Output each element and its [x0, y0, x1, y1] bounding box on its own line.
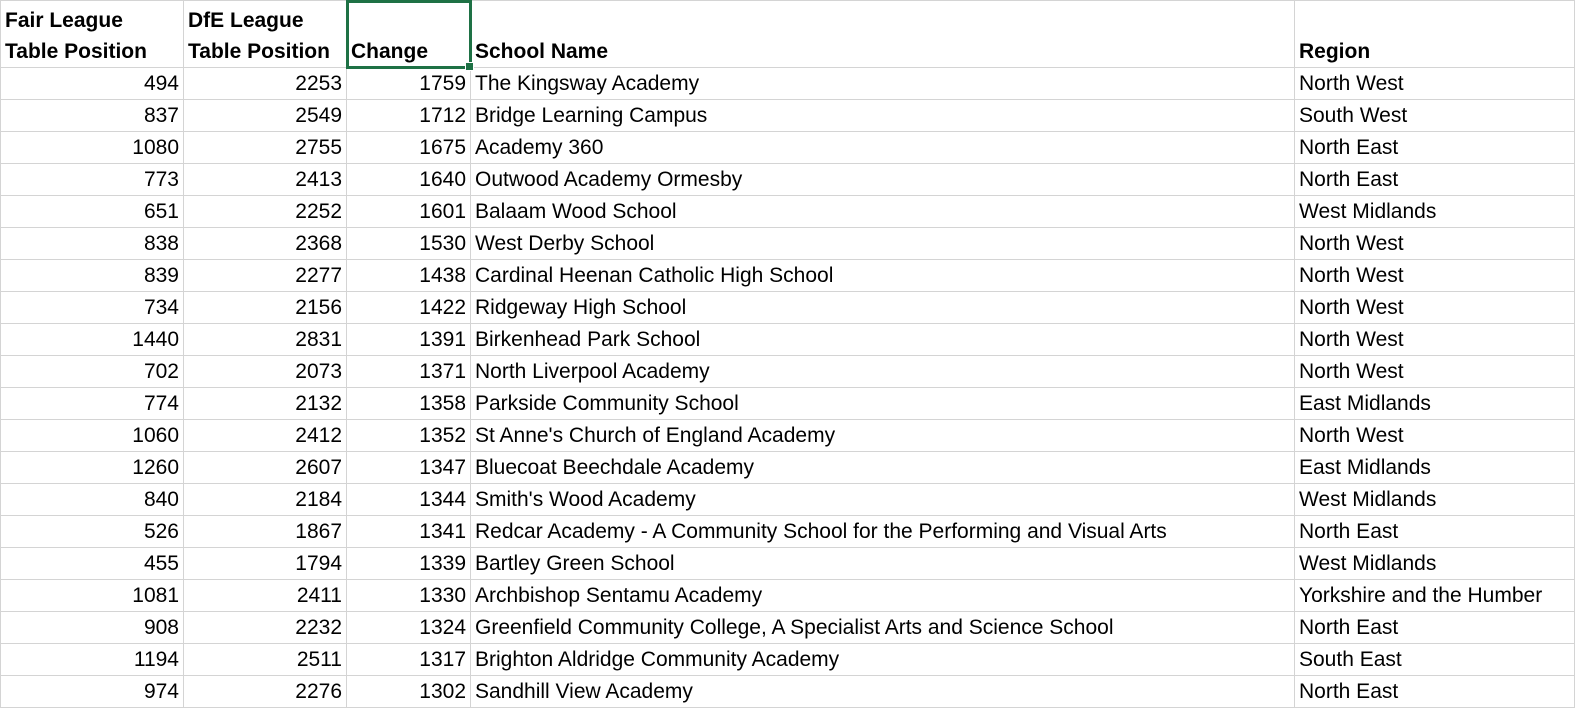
region-cell[interactable]: West Midlands: [1295, 484, 1575, 516]
school-name-cell[interactable]: Bridge Learning Campus: [471, 100, 1295, 132]
change-cell[interactable]: 1324: [347, 612, 471, 644]
region-cell[interactable]: North West: [1295, 68, 1575, 100]
school-name-cell[interactable]: Bluecoat Beechdale Academy: [471, 452, 1295, 484]
school-name-cell[interactable]: Redcar Academy - A Community School for the Performing and Visual Arts: [471, 516, 1295, 548]
fair-position-cell[interactable]: 1194: [1, 644, 184, 676]
school-name-cell[interactable]: Academy 360: [471, 132, 1295, 164]
table-row: [1, 100, 1575, 132]
fair-position-cell[interactable]: 774: [1, 388, 184, 420]
dfe-position-cell[interactable]: 2368: [184, 228, 347, 260]
region-cell[interactable]: Yorkshire and the Humber: [1295, 580, 1575, 612]
fair-position-cell[interactable]: 974: [1, 676, 184, 708]
school-name-cell[interactable]: St Anne's Church of England Academy: [471, 420, 1295, 452]
table-row: [1, 196, 1575, 228]
table-row: [1, 132, 1575, 164]
table-row: [1, 484, 1575, 516]
region-cell[interactable]: South West: [1295, 100, 1575, 132]
dfe-position-cell[interactable]: 2511: [184, 644, 347, 676]
table-row: [1, 292, 1575, 324]
fill-handle[interactable]: [465, 62, 474, 71]
table-row: [1, 452, 1575, 484]
fair-position-cell[interactable]: 1080: [1, 132, 184, 164]
region-cell[interactable]: East Midlands: [1295, 452, 1575, 484]
fair-position-cell[interactable]: 526: [1, 516, 184, 548]
table-row: [1, 548, 1575, 580]
school-name-cell[interactable]: West Derby School: [471, 228, 1295, 260]
dfe-position-cell[interactable]: 2156: [184, 292, 347, 324]
header-region[interactable]: Region: [1295, 1, 1575, 68]
dfe-position-cell[interactable]: 2232: [184, 612, 347, 644]
table-row: [1, 676, 1575, 708]
fair-position-cell[interactable]: 840: [1, 484, 184, 516]
dfe-position-cell[interactable]: 2184: [184, 484, 347, 516]
change-cell[interactable]: 1422: [347, 292, 471, 324]
table-row: [1, 356, 1575, 388]
dfe-position-cell[interactable]: 1867: [184, 516, 347, 548]
region-cell[interactable]: South East: [1295, 644, 1575, 676]
header-dfe-position[interactable]: DfE League Table Position: [184, 1, 347, 68]
table-row: [1, 164, 1575, 196]
region-cell[interactable]: North West: [1295, 324, 1575, 356]
fair-position-cell[interactable]: 1060: [1, 420, 184, 452]
fair-position-cell[interactable]: 773: [1, 164, 184, 196]
school-name-cell[interactable]: Archbishop Sentamu Academy: [471, 580, 1295, 612]
fair-position-cell[interactable]: 494: [1, 68, 184, 100]
region-cell[interactable]: North East: [1295, 612, 1575, 644]
dfe-position-cell[interactable]: 2831: [184, 324, 347, 356]
fair-position-cell[interactable]: 734: [1, 292, 184, 324]
change-cell[interactable]: 1352: [347, 420, 471, 452]
region-cell[interactable]: North West: [1295, 356, 1575, 388]
change-cell[interactable]: 1391: [347, 324, 471, 356]
dfe-position-cell[interactable]: 1794: [184, 548, 347, 580]
change-cell[interactable]: 1347: [347, 452, 471, 484]
school-name-cell[interactable]: Birkenhead Park School: [471, 324, 1295, 356]
dfe-position-cell[interactable]: 2132: [184, 388, 347, 420]
fair-position-cell[interactable]: 908: [1, 612, 184, 644]
school-name-cell[interactable]: North Liverpool Academy: [471, 356, 1295, 388]
dfe-position-cell[interactable]: 2253: [184, 68, 347, 100]
change-cell[interactable]: 1344: [347, 484, 471, 516]
change-cell[interactable]: 1371: [347, 356, 471, 388]
dfe-position-cell[interactable]: 2411: [184, 580, 347, 612]
table-row: [1, 516, 1575, 548]
dfe-position-cell[interactable]: 2073: [184, 356, 347, 388]
dfe-position-cell[interactable]: 2252: [184, 196, 347, 228]
change-cell[interactable]: 1601: [347, 196, 471, 228]
region-cell[interactable]: North East: [1295, 164, 1575, 196]
table-row: [1, 260, 1575, 292]
fair-position-cell[interactable]: 838: [1, 228, 184, 260]
school-name-cell[interactable]: Outwood Academy Ormesby: [471, 164, 1295, 196]
region-cell[interactable]: North West: [1295, 292, 1575, 324]
table-row: [1, 644, 1575, 676]
school-name-cell[interactable]: Ridgeway High School: [471, 292, 1295, 324]
region-cell[interactable]: North West: [1295, 260, 1575, 292]
fair-position-cell[interactable]: 1081: [1, 580, 184, 612]
table-row: [1, 68, 1575, 100]
fair-position-cell[interactable]: 837: [1, 100, 184, 132]
spreadsheet-body: [1, 1, 1575, 708]
region-cell[interactable]: West Midlands: [1295, 196, 1575, 228]
change-cell[interactable]: 1438: [347, 260, 471, 292]
region-cell[interactable]: North West: [1295, 420, 1575, 452]
header-school-name[interactable]: School Name: [471, 1, 1295, 68]
dfe-position-cell[interactable]: 2276: [184, 676, 347, 708]
school-name-cell[interactable]: Parkside Community School: [471, 388, 1295, 420]
region-cell[interactable]: North East: [1295, 516, 1575, 548]
dfe-position-cell[interactable]: 2412: [184, 420, 347, 452]
region-cell[interactable]: North East: [1295, 132, 1575, 164]
region-cell[interactable]: North West: [1295, 228, 1575, 260]
table-row: [1, 612, 1575, 644]
change-cell[interactable]: 1317: [347, 644, 471, 676]
table-row: [1, 580, 1575, 612]
table-row: [1, 324, 1575, 356]
school-name-cell[interactable]: Cardinal Heenan Catholic High School: [471, 260, 1295, 292]
change-cell[interactable]: 1759: [347, 68, 471, 100]
header-row: [1, 1, 1575, 68]
change-cell[interactable]: 1358: [347, 388, 471, 420]
change-cell[interactable]: 1712: [347, 100, 471, 132]
change-cell[interactable]: 1302: [347, 676, 471, 708]
school-name-cell[interactable]: Brighton Aldridge Community Academy: [471, 644, 1295, 676]
header-change-selected-cell[interactable]: Change: [347, 1, 471, 68]
fair-position-cell[interactable]: 1440: [1, 324, 184, 356]
fair-position-cell[interactable]: 455: [1, 548, 184, 580]
region-cell[interactable]: North East: [1295, 676, 1575, 708]
fair-position-cell[interactable]: 839: [1, 260, 184, 292]
school-name-cell[interactable]: Balaam Wood School: [471, 196, 1295, 228]
table-row: [1, 420, 1575, 452]
school-name-cell[interactable]: Sandhill View Academy: [471, 676, 1295, 708]
school-name-cell[interactable]: Smith's Wood Academy: [471, 484, 1295, 516]
region-cell[interactable]: East Midlands: [1295, 388, 1575, 420]
school-name-cell[interactable]: Bartley Green School: [471, 548, 1295, 580]
dfe-position-cell[interactable]: 2607: [184, 452, 347, 484]
dfe-position-cell[interactable]: 2755: [184, 132, 347, 164]
change-cell[interactable]: 1640: [347, 164, 471, 196]
dfe-position-cell[interactable]: 2549: [184, 100, 347, 132]
region-cell[interactable]: West Midlands: [1295, 548, 1575, 580]
table-row: [1, 228, 1575, 260]
dfe-position-cell[interactable]: 2277: [184, 260, 347, 292]
change-cell[interactable]: 1339: [347, 548, 471, 580]
fair-position-cell[interactable]: 1260: [1, 452, 184, 484]
dfe-position-cell[interactable]: 2413: [184, 164, 347, 196]
fair-position-cell[interactable]: 651: [1, 196, 184, 228]
change-cell[interactable]: 1341: [347, 516, 471, 548]
change-cell[interactable]: 1675: [347, 132, 471, 164]
table-row: [1, 388, 1575, 420]
change-cell[interactable]: 1330: [347, 580, 471, 612]
header-fair-position[interactable]: Fair League Table Position: [1, 1, 184, 68]
school-name-cell[interactable]: The Kingsway Academy: [471, 68, 1295, 100]
change-cell[interactable]: 1530: [347, 228, 471, 260]
fair-position-cell[interactable]: 702: [1, 356, 184, 388]
school-name-cell[interactable]: Greenfield Community College, A Specialist Arts and Science School: [471, 612, 1295, 644]
